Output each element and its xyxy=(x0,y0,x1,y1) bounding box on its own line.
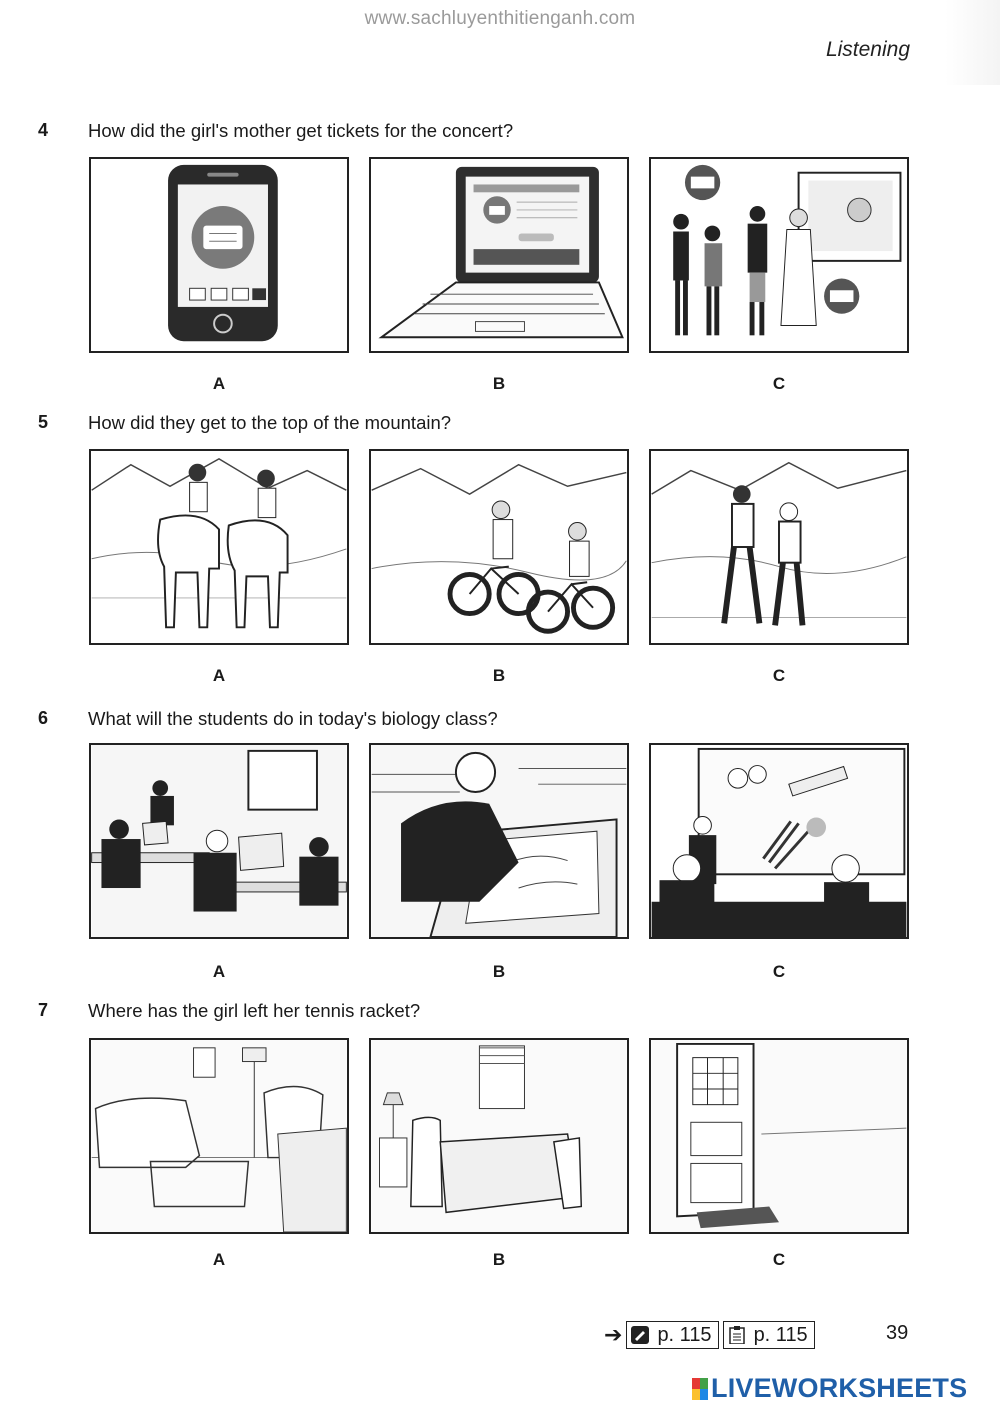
arrow-right-icon: ➔ xyxy=(604,1322,623,1347)
laptop-illustration xyxy=(371,159,627,351)
bedroom-illustration xyxy=(371,1040,627,1232)
hikers-illustration xyxy=(651,451,907,643)
question-number: 6 xyxy=(38,708,49,728)
liveworksheets-logo-icon xyxy=(692,1378,708,1400)
question-number: 5 xyxy=(38,412,49,432)
q5-option-b-image[interactable] xyxy=(369,449,629,645)
q4-option-b-label[interactable]: B xyxy=(492,374,506,393)
page-references xyxy=(604,1320,819,1350)
hallway-door-illustration xyxy=(651,1040,907,1232)
living-room-illustration xyxy=(91,1040,347,1232)
q7-option-b-image[interactable] xyxy=(369,1038,629,1234)
pencil-note-icon xyxy=(631,1326,649,1344)
cyclists-illustration xyxy=(371,451,627,643)
liveworksheets-brand[interactable] xyxy=(692,1373,967,1404)
q4-option-c-label[interactable]: C xyxy=(772,374,786,393)
question-text: How did the girl's mother get tickets for the concert? xyxy=(88,120,514,141)
reference-page-2: p. 115 xyxy=(753,1323,808,1346)
clipboard-icon xyxy=(728,1326,746,1344)
reference-link-2[interactable] xyxy=(723,1321,815,1349)
q7-option-b-label[interactable]: B xyxy=(492,1250,506,1269)
q5-option-c-label[interactable]: C xyxy=(772,666,786,685)
q5-option-a-image[interactable] xyxy=(89,449,349,645)
question-text: What will the students do in today's biology class? xyxy=(88,708,498,729)
page-number: 39 xyxy=(886,1322,909,1344)
q5-option-b-label[interactable]: B xyxy=(492,666,506,685)
q5-option-c-image[interactable] xyxy=(649,449,909,645)
q6-option-b-label[interactable]: B xyxy=(492,962,506,981)
question-number: 4 xyxy=(38,120,49,140)
q6-option-a-image[interactable] xyxy=(89,743,349,939)
question-text: How did they get to the top of the mountain? xyxy=(88,412,452,433)
section-title: Listening xyxy=(825,38,910,61)
q6-option-c-image[interactable] xyxy=(649,743,909,939)
teacher-vegetables-board-illustration xyxy=(651,745,907,937)
q7-option-a-image[interactable] xyxy=(89,1038,349,1234)
brand-name: LIVEWORKSHEETS xyxy=(711,1373,968,1403)
site-watermark: www.sachluyenthitienganh.com xyxy=(364,8,636,29)
q6-option-a-label[interactable]: A xyxy=(212,962,226,981)
ticket-queue-illustration xyxy=(651,159,907,351)
q4-option-c-image[interactable] xyxy=(649,157,909,353)
question-number: 7 xyxy=(38,1000,49,1020)
q4-option-a-label[interactable]: A xyxy=(212,374,226,393)
horse-riders-illustration xyxy=(91,451,347,643)
q7-option-c-image[interactable] xyxy=(649,1038,909,1234)
q6-option-c-label[interactable]: C xyxy=(772,962,786,981)
q7-option-a-label[interactable]: A xyxy=(212,1250,226,1269)
q5-option-a-label[interactable]: A xyxy=(212,666,226,685)
q4-option-a-image[interactable] xyxy=(89,157,349,353)
page-edge-shadow xyxy=(945,0,1000,85)
students-laptops-illustration xyxy=(91,745,347,937)
reference-page-1: p. 115 xyxy=(657,1323,712,1346)
question-text: Where has the girl left her tennis racket? xyxy=(88,1000,421,1021)
q4-option-b-image[interactable] xyxy=(369,157,629,353)
q6-option-b-image[interactable] xyxy=(369,743,629,939)
student-drawing-illustration xyxy=(371,745,627,937)
reference-link-1[interactable] xyxy=(626,1321,718,1349)
q7-option-c-label[interactable]: C xyxy=(772,1250,786,1269)
smartphone-ticket-illustration xyxy=(91,159,347,351)
